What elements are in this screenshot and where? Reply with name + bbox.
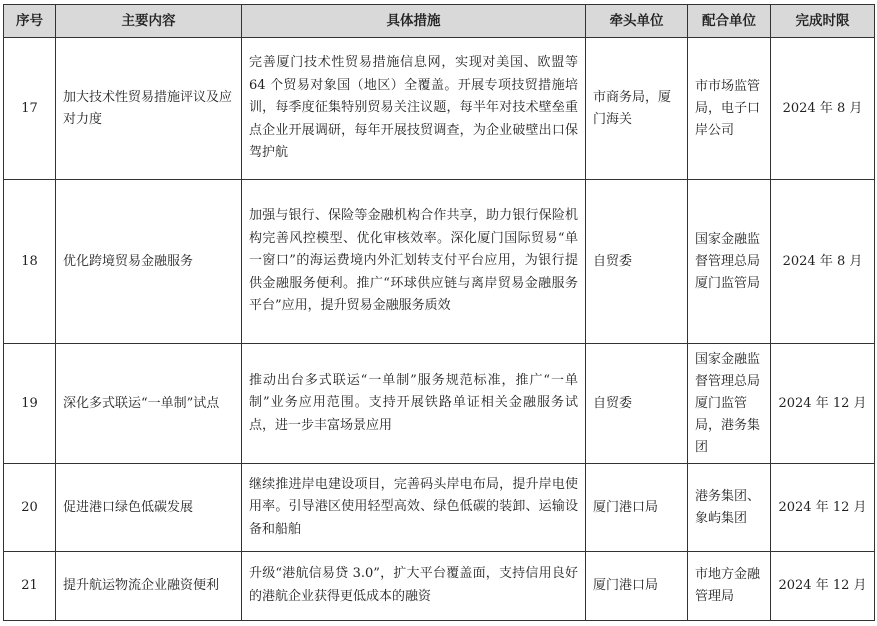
row-measures: 完善厦门技术性贸易措施信息网，实现对美国、欧盟等 64 个贸易对象国（地区）全覆盖。开展专项技贸措施培训，每季度征集特别贸易关注议题，每半年对技术壁垒重点企业开展调研，每年开展技贸调查，为企业破壁出口保驾护航	[242, 38, 586, 180]
header-no: 序号	[4, 5, 56, 38]
row-deadline: 2024 年 12 月	[771, 344, 875, 464]
table-row	[4, 38, 875, 180]
measures-table	[3, 4, 875, 621]
header-lead: 牵头单位	[586, 5, 688, 38]
table-row	[4, 344, 875, 464]
row-measures: 加强与银行、保险等金融机构合作共享，助力银行保险机构完善风控模型、优化审核效率。深化厦门国际贸易“单一窗口”的海运费境内外汇划转支付平台应用，为银行提供金融服务便利。推广“环球供应链与离岸贸易金融服务平台”应用，提升贸易金融服务质效	[242, 180, 586, 344]
row-content: 促进港口绿色低碳发展	[56, 464, 242, 552]
header-content: 主要内容	[56, 5, 242, 38]
row-no: 17	[4, 38, 56, 180]
header-deadline: 完成时限	[771, 5, 875, 38]
row-partner: 市地方金融管理局	[688, 552, 771, 621]
row-content: 深化多式联运“一单制”试点	[56, 344, 242, 464]
row-no: 21	[4, 552, 56, 621]
row-partner: 国家金融监督管理总局厦门监管局，港务集团	[688, 344, 771, 464]
row-content: 优化跨境贸易金融服务	[56, 180, 242, 344]
table-row	[4, 180, 875, 344]
row-lead: 自贸委	[586, 344, 688, 464]
header-partner: 配合单位	[688, 5, 771, 38]
table-row	[4, 552, 875, 621]
table-row	[4, 464, 875, 552]
row-no: 20	[4, 464, 56, 552]
row-lead: 自贸委	[586, 180, 688, 344]
row-measures: 继续推进岸电建设项目，完善码头岸电布局，提升岸电使用率。引导港区使用轻型高效、绿色低碳的装卸、运输设备和船舶	[242, 464, 586, 552]
row-deadline: 2024 年 12 月	[771, 464, 875, 552]
row-measures: 推动出台多式联运“一单制”服务规范标准，推广“一单制”业务应用范围。支持开展铁路单证相关金融服务试点，进一步丰富场景应用	[242, 344, 586, 464]
row-no: 18	[4, 180, 56, 344]
row-partner: 市市场监管局，电子口岸公司	[688, 38, 771, 180]
row-measures: 升级“港航信易贷 3.0”，扩大平台覆盖面，支持信用良好的港航企业获得更低成本的融资	[242, 552, 586, 621]
row-partner: 港务集团、象屿集团	[688, 464, 771, 552]
row-deadline: 2024 年 8 月	[771, 180, 875, 344]
row-no: 19	[4, 344, 56, 464]
row-deadline: 2024 年 12 月	[771, 552, 875, 621]
row-deadline: 2024 年 8 月	[771, 38, 875, 180]
row-lead: 市商务局，厦门海关	[586, 38, 688, 180]
header-measures: 具体措施	[242, 5, 586, 38]
row-lead: 厦门港口局	[586, 552, 688, 621]
row-partner: 国家金融监督管理总局厦门监管局	[688, 180, 771, 344]
header-row	[4, 5, 875, 38]
row-content: 提升航运物流企业融资便利	[56, 552, 242, 621]
row-content: 加大技术性贸易措施评议及应对力度	[56, 38, 242, 180]
row-lead: 厦门港口局	[586, 464, 688, 552]
